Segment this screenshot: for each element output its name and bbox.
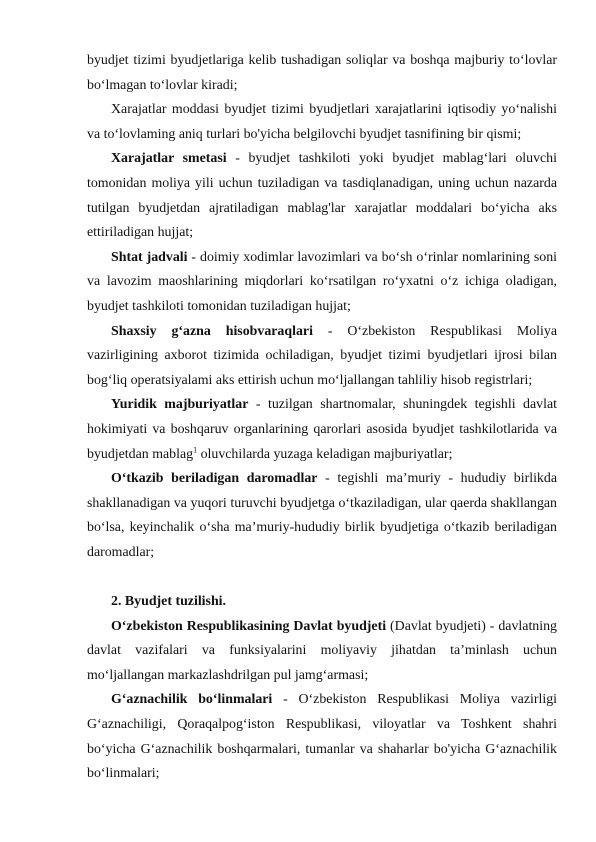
paragraph-text: - doimiy xodimlar lavozimlari va bo‘sh o‘rinlar nomlarining soni va lavozim maoshlarining miqdorlari ko‘rsatilgan ro‘yxatni o‘z ichiga oladigan, byudjet tashkiloti tomonidan tuziladigan hujjat; — [87, 249, 558, 314]
paragraph-xarajatlar-smetasi — [87, 147, 557, 245]
section-heading: 2. Byudjet tuzilishi. — [111, 594, 226, 610]
term-label: G‘aznachilik bo‘linmalari — [111, 692, 273, 708]
paragraph-text: oluvchilarda yuzaga keladigan majburiyatlar; — [197, 446, 453, 462]
paragraph-shtat-jadvali — [87, 246, 557, 320]
term-label: Yuridik majburiyatlar — [111, 397, 249, 413]
paragraph-text: Xarajatlar moddasi byudjet tizimi byudjetlari xarajatlarini iqtisodiy yo‘nalishi va to‘lovlaming aniq turlari bo'yicha belgilovchi byudjet tasnifining bir qismi; — [87, 102, 557, 142]
footnote-marker: 1 — [193, 444, 198, 454]
term-label: O‘zbekiston Respublikasining Davlat byudjeti — [111, 618, 387, 634]
paragraph-text: byudjet tizimi byudjetlariga kelib tushadigan soliqlar va boshqa majburiy to‘lovlar bo‘lmagan to‘lovlar kiradi; — [87, 53, 557, 93]
term-label: Shtat jadvali — [111, 249, 188, 265]
paragraph-text: - O‘zbekiston Respublikasi Moliya vazirligi G‘aznachiligi, Qoraqalpog‘iston Respublikasi, viloyatlar va Toshkent shahri bo‘yicha G‘aznachilik boshqarmalari, tumanlar va shaharlar bo'yicha G‘aznachilik bo‘linmalari; — [87, 692, 557, 782]
term-label: Shaxsiy g‘azna hisobvaraqlari — [111, 323, 313, 339]
paragraph-text: (Davlat byudjeti) - davlatning davlat vazifalari va funksiyalarini moliyaviy jihatdan ta’minlash uchun mo‘ljallangan markazlashdrilgan pul jamg‘armasi; — [87, 618, 557, 683]
paragraph-shaxsiy-gazna — [87, 320, 557, 394]
paragraph-text: - tuzilgan shartnomalar, shuningdek tegishli davlat hokimiyati va boshqaruv organlarining qarorlari asosida byudjet tashkilotlarida va byudjetdan mablag — [87, 397, 557, 462]
term-label: Xarajatlar smetasi — [111, 151, 227, 167]
term-label: O‘tkazib beriladigan daromadlar — [111, 471, 318, 487]
paragraph-continuation — [87, 49, 557, 98]
blank-line — [87, 565, 557, 590]
paragraph-text: - byudjet tashkiloti yoki byudjet mablag‘lari oluvchi tomonidan moliya yili uchun tuziladigan va tasdiqlanadigan, uning uchun nazarda tutilgan byudjetdan ajratiladigan mablag'lar xarajatlar moddalari bo‘yicha aks ettiriladigan hujjat; — [87, 151, 557, 241]
paragraph-yuridik-majburiyatlar — [87, 393, 557, 467]
paragraph-text: - O‘zbekiston Respublikasi Moliya vazirligining axborot tizimida ochiladigan, byudjet tizimi byudjetlari ijrosi bilan bog‘liq operatsiyalami aks ettirish uchun mo‘ljallangan tahliliy hisob registrlari; — [87, 323, 557, 388]
paragraph-gaznachilik-bolinmalari — [87, 688, 557, 786]
document-page — [87, 49, 557, 787]
paragraph-otkazib-daromadlar — [87, 467, 557, 565]
paragraph-text: - tegishli ma’muriy - hududiy birlikda shakllanadigan va yuqori turuvchi byudjetga o‘tkaziladigan, ular qaerda shakllangan bo‘lsa, keyinchalik o‘sha ma’muriy-hududiy birlik byudjetiga o‘tkazib beriladigan daromadlar; — [87, 471, 557, 560]
paragraph-xarajatlar-moddasi — [87, 98, 557, 147]
paragraph-davlat-byudjeti — [87, 615, 557, 689]
